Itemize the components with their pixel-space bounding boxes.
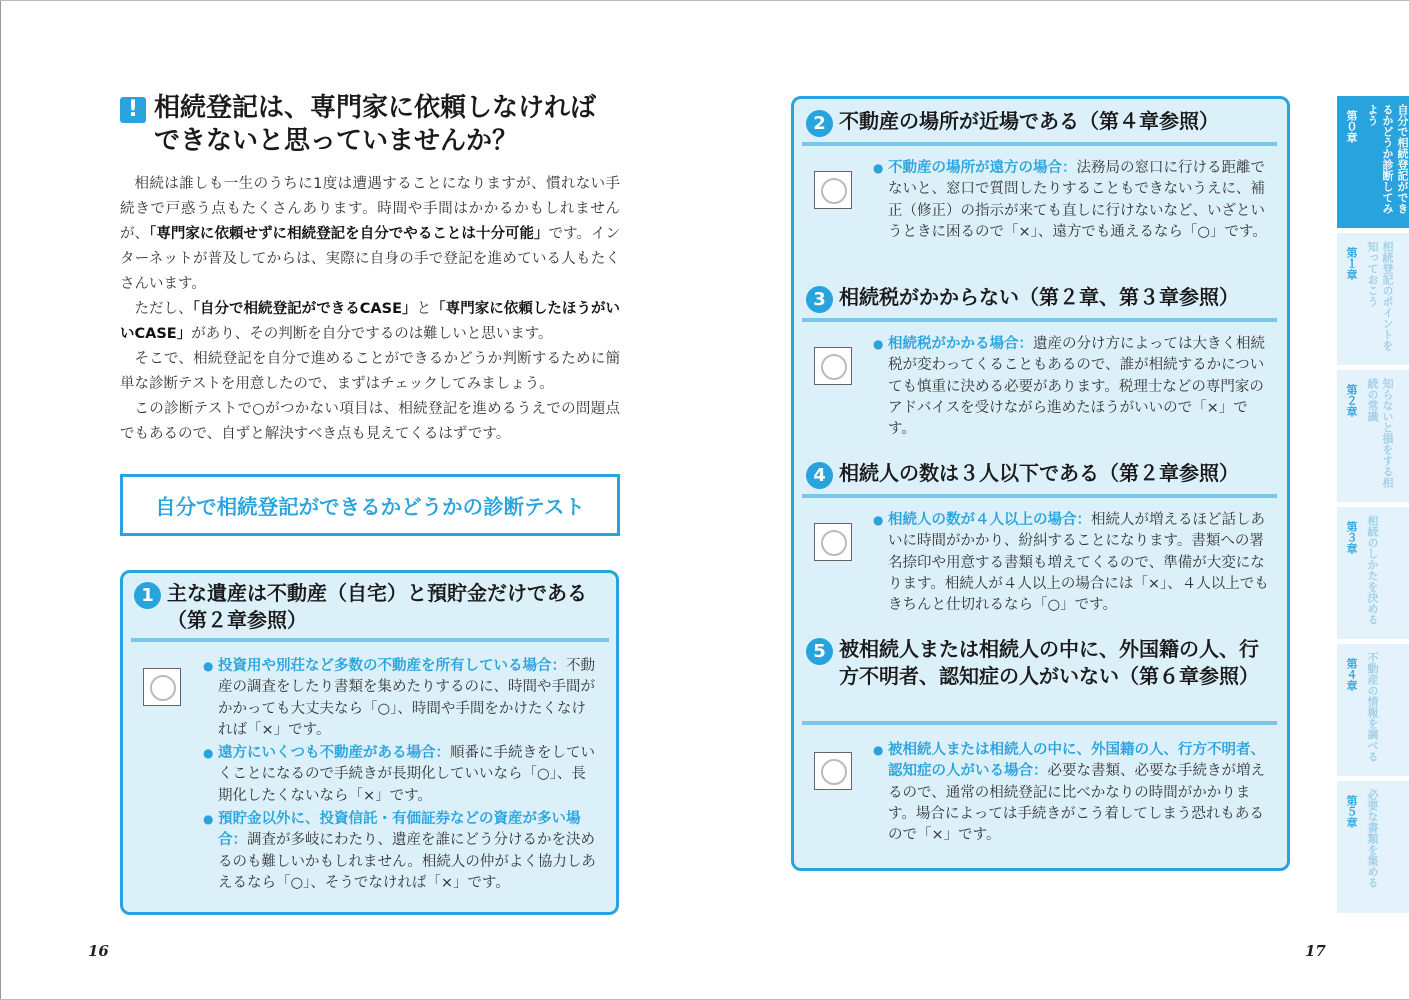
bullet-lead: 不動産の場所が遠方の場合：	[888, 160, 1077, 176]
chapter-tab-3[interactable]	[1337, 507, 1409, 639]
intro-p1-a: 相続は誰しも一生のうちに1度は遭遇することになりますが、慣れない手続きで戸惑う点もたくさんあります。時間や手間はかかるかもしれませんが、	[120, 176, 620, 242]
chapter-tab-text: 知らないと損をする相続の常識	[1366, 378, 1394, 488]
question-1-header	[134, 580, 604, 634]
question-3-header	[806, 284, 1276, 313]
diagnostic-test-title: 自分で相続登記ができるかどうかの診断テスト	[155, 495, 585, 519]
question-2-divider	[802, 142, 1277, 146]
intro-p2-c: と	[416, 301, 432, 317]
chapter-tab-label: 第５章	[1345, 795, 1358, 828]
bullet-dot-icon: ●	[873, 161, 884, 175]
chapter-tab-5[interactable]	[1337, 781, 1409, 913]
bullet-lead: 預貯金以外に、投資信託・有価証券などの資産が多い場合：	[218, 811, 581, 849]
chapter-tab-text: 不動産の情報を調べる	[1366, 652, 1379, 762]
question-5-bullet-1	[873, 740, 1269, 846]
intro-paragraph-2	[120, 297, 620, 347]
bullet-text: 順番に手続きをしていくことになるので手続きが長期化していいなら「○」、長期化したくないなら「×」です。	[218, 745, 595, 804]
number-1-icon: 1	[134, 582, 161, 609]
chapter-tab-text: 相続登記のポイントを知っておこう	[1366, 241, 1394, 351]
page-edge-top	[0, 0, 1409, 1]
question-5-title: 被相続人または相続人の中に、外国籍の人、行方不明者、認知症の人がいない（第６章参照）	[839, 637, 1259, 688]
intro-paragraph-1	[120, 172, 620, 297]
chapter-tab-text: 相続のしかたを決める	[1366, 515, 1379, 625]
question-1-bullet-3	[203, 809, 599, 894]
question-4-header	[806, 460, 1276, 489]
bullet-lead: 相続人の数が４人以上の場合：	[888, 512, 1091, 528]
question-1-bullet-2	[203, 743, 599, 807]
chapter-tab-1[interactable]	[1337, 233, 1409, 365]
chapter-tab-label: 第３章	[1345, 521, 1358, 554]
bullet-dot-icon: ●	[203, 812, 214, 827]
bullet-text: 不動産の調査をしたり書類を集めたりするのに、時間や手間がかかっても大丈夫なら「○」、時間や手間をかけたくなければ「×」です。	[218, 658, 595, 738]
chapter-tab-0[interactable]	[1337, 96, 1409, 228]
chapter-tab-text: 自分で相続登記ができるかどうか診断してみよう	[1366, 104, 1409, 214]
intro-paragraph-4: この診断テストで○がつかない項目は、相続登記を進めるうえでの問題点でもあるので、自ずと解決すべき点も見えてくるはずです。	[120, 401, 620, 442]
question-2-title: 不動産の場所が近場である（第４章参照）	[839, 109, 1219, 133]
diagnostic-test-title-box	[120, 474, 620, 536]
chapter-tab-label: 第０章	[1345, 110, 1358, 143]
intro-p1-c: です。インターネットが普及してからは、実際に自身の手で登記を進めている人もたくさんいます。	[120, 226, 621, 292]
question-3-title: 相続税がかからない（第２章、第３章参照）	[839, 285, 1239, 309]
bullet-lead: 遠方にいくつも不動産がある場合：	[218, 745, 450, 762]
question-3-divider	[802, 318, 1277, 322]
question-4-bullet-1	[873, 510, 1269, 616]
intro-p2-emphasis-2: 「専門家に依頼したほうがいいCASE」	[120, 301, 621, 342]
question-1-divider	[131, 638, 609, 642]
exclamation-icon: !	[120, 97, 146, 123]
heading-line-2: できないと思っていませんか？	[154, 126, 519, 156]
question-5-divider	[802, 721, 1277, 725]
intro-p1-emphasis: 「専門家に依頼せずに相続登記を自分でやることは十分可能」	[149, 226, 549, 242]
question-3-bullet-1	[873, 334, 1269, 440]
heading-line-1: 相続登記は、専門家に依頼しなければ	[154, 93, 597, 123]
bullet-dot-icon: ●	[873, 743, 884, 757]
number-4-icon: 4	[806, 462, 833, 489]
question-1-title: 主な遺産は不動産（自宅）と預貯金だけである（第２章参照）	[167, 581, 587, 632]
number-3-icon: 3	[806, 286, 833, 313]
bullet-dot-icon: ●	[203, 659, 214, 673]
chapter-tab-label: 第２章	[1345, 384, 1358, 417]
question-1-checkbox[interactable]	[143, 668, 181, 706]
question-1-bullet-1	[203, 656, 599, 741]
question-2-body	[873, 158, 1269, 245]
chapter-tab-text: 必要な書類を集める	[1366, 789, 1379, 888]
chapter-tab-label: 第４章	[1345, 658, 1358, 691]
bullet-text: 遺産の分け方によっては大きく相続税が変わってくることもあるので、誰が相続するかについても慎重に決める必要があります。税理士などの専門家のアドバイスを受けながら進めたほうがいいので「×」です。	[888, 336, 1265, 438]
question-1-body	[203, 656, 599, 896]
bullet-dot-icon: ●	[203, 746, 214, 761]
bullet-text: 必要な書類、必要な手続きが増えるので、通常の相続登記に比べかなりの時間がかかります。場合によっては手続きがこう着してしまう恐れもあるので「×」です。	[888, 763, 1265, 844]
page-number-right: 17	[1305, 942, 1326, 960]
chapter-tab-4[interactable]	[1337, 644, 1409, 776]
question-2-checkbox[interactable]	[814, 171, 852, 209]
bullet-dot-icon: ●	[873, 513, 884, 527]
question-2-header	[806, 108, 1276, 137]
question-3-body	[873, 334, 1269, 442]
intro-text	[120, 172, 620, 447]
number-5-icon: 5	[806, 638, 833, 665]
bullet-lead: 投資用や別荘など多数の不動産を所有している場合：	[218, 658, 566, 674]
question-2-bullet-1	[873, 158, 1269, 243]
bullet-lead: 相続税がかかる場合：	[888, 336, 1033, 352]
question-4-divider	[802, 494, 1277, 498]
question-4-checkbox[interactable]	[814, 523, 852, 561]
page-edge-left	[0, 0, 1, 1000]
bullet-text: 相続人が増えるほど話しあいに時間がかかり、紛糾することになります。書類への署名捺印や用意する書類も増えてくるので、準備が大変になります。相続人が４人以上の場合には「×」、４人以上でもきちんと仕切れるなら「○」です。	[888, 512, 1269, 614]
intro-p2-emphasis-1: 「自分で相続登記ができるCASE」	[192, 301, 417, 317]
number-2-icon: 2	[806, 110, 833, 137]
bullet-lead: 被相続人または相続人の中に、外国籍の人、行方不明者、認知症の人がいる場合：	[888, 742, 1265, 780]
question-4-title: 相続人の数は３人以下である（第２章参照）	[839, 461, 1239, 485]
intro-p2-a: ただし、	[134, 301, 193, 317]
chapter-tab-label: 第１章	[1345, 247, 1358, 280]
question-5-body	[873, 740, 1269, 848]
question-4-body	[873, 510, 1269, 618]
page-number-left: 16	[88, 942, 109, 960]
intro-p2-e: があり、その判断を自分でするのは難しいと思います。	[191, 326, 553, 342]
question-3-checkbox[interactable]	[814, 347, 852, 385]
bullet-text: 調査が多岐にわたり、遺産を誰にどう分けるかを決めるのも難しいかもしれません。相続人の仲がよく協力しあえるなら「○」、そうでなければ「×」です。	[218, 832, 596, 891]
intro-paragraph-3: そこで、相続登記を自分で進めることができるかどうか判断するために簡単な診断テストを用意したので、まずはチェックしてみましょう。	[120, 351, 620, 392]
question-5-checkbox[interactable]	[814, 752, 852, 790]
page-heading	[154, 92, 624, 158]
bullet-text: 法務局の窓口に行ける距離でないと、窓口で質問したりすることもできないうえに、補正（修正）の指示が来ても直しに行けないなど、いざというときに困るので「×」、遠方でも通えるなら「○」です。	[888, 160, 1267, 240]
bullet-dot-icon: ●	[873, 337, 884, 351]
chapter-tab-2[interactable]	[1337, 370, 1409, 502]
question-5-header	[806, 636, 1276, 690]
